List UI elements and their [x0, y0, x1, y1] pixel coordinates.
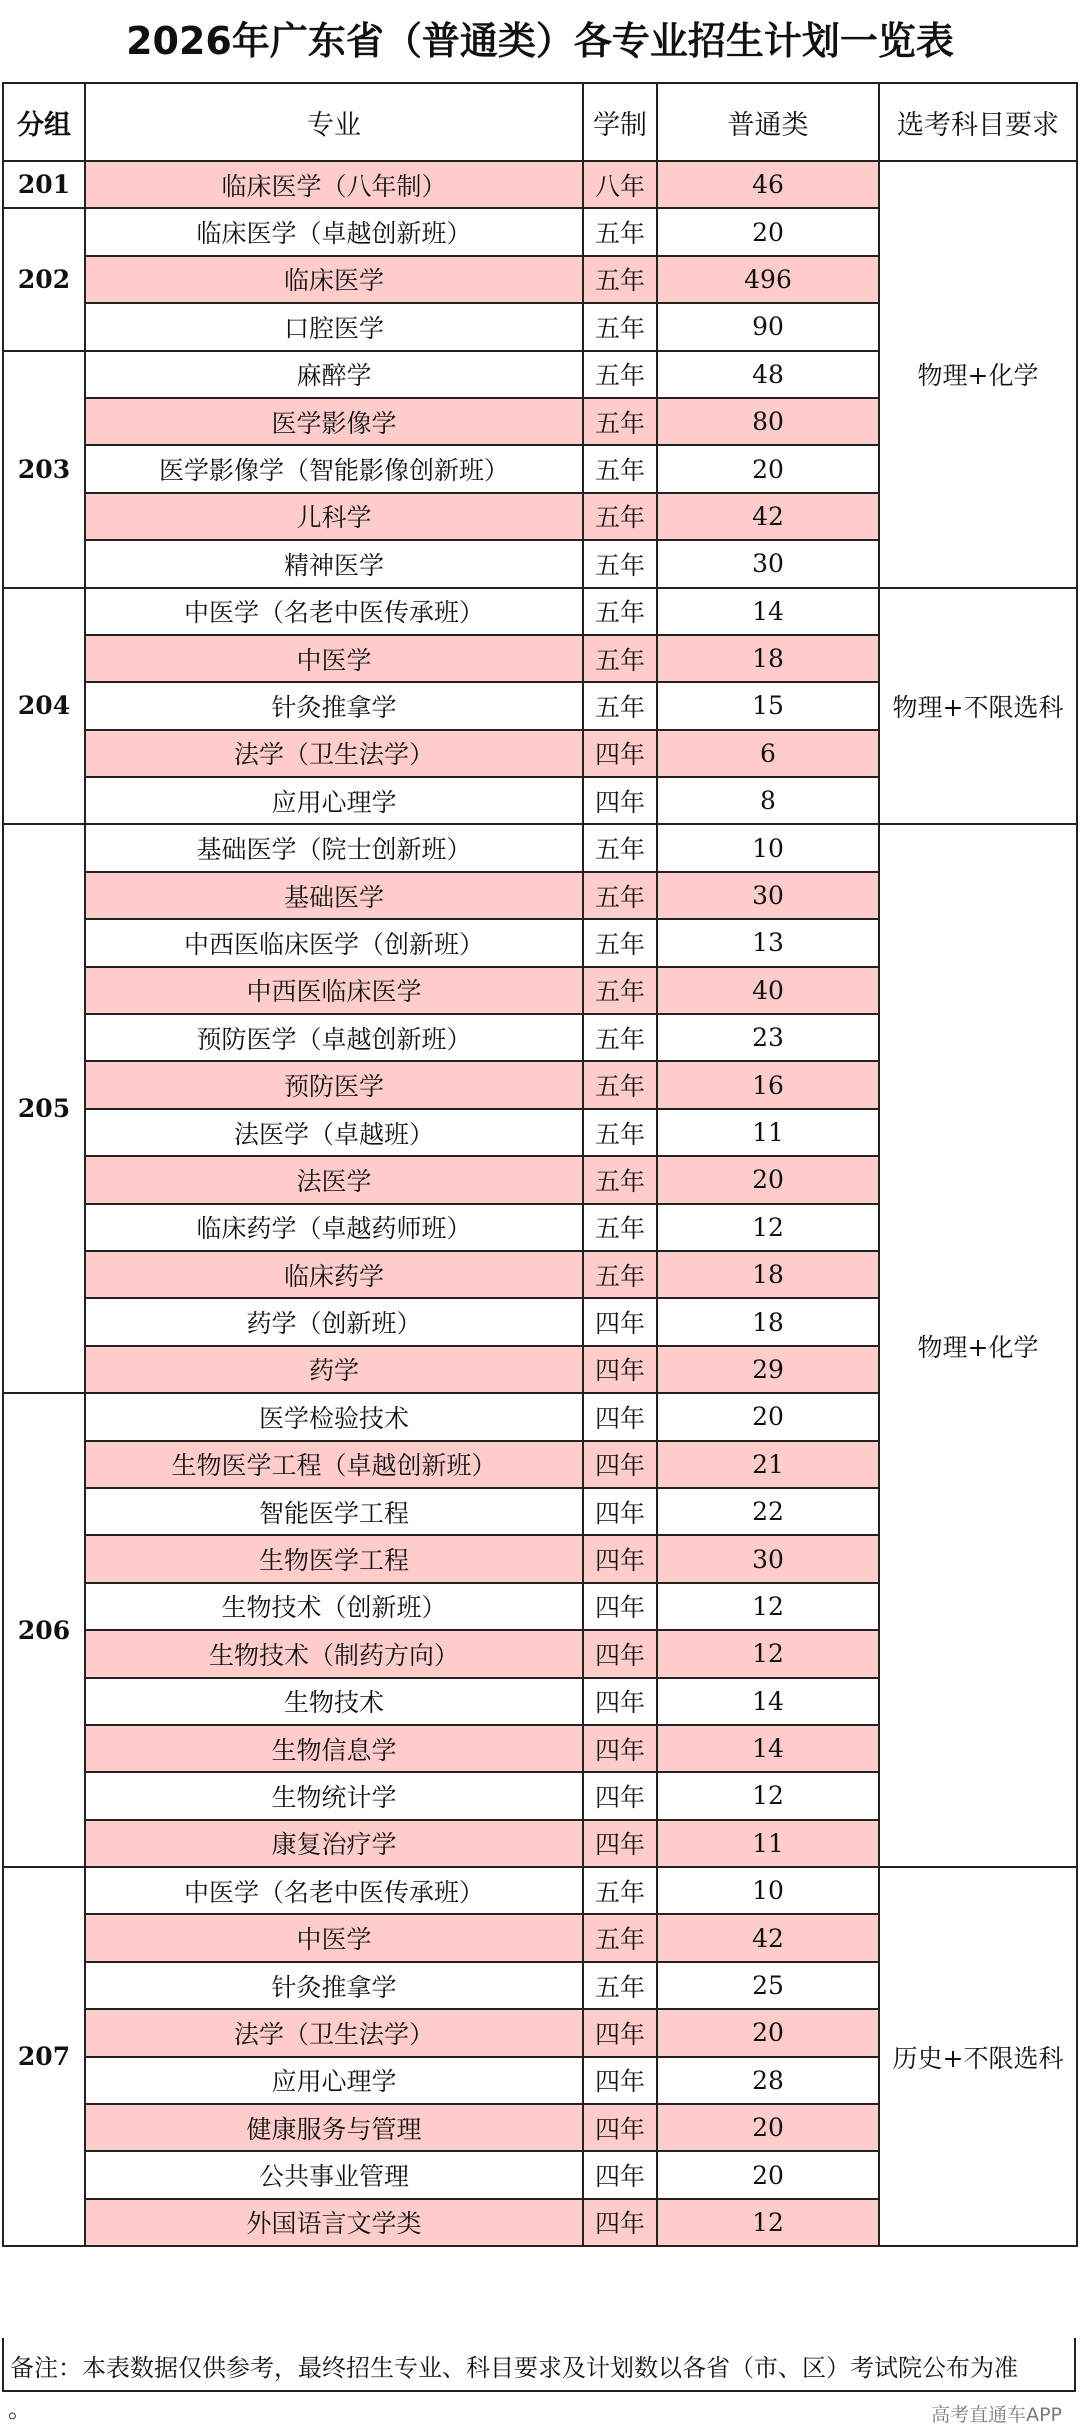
major-cell: 应用心理学: [85, 2057, 583, 2104]
count-cell: 13: [657, 919, 879, 966]
length-cell: 五年: [583, 872, 657, 919]
length-cell: 四年: [583, 2009, 657, 2056]
length-cell: 四年: [583, 1488, 657, 1535]
length-cell: 四年: [583, 1820, 657, 1867]
major-cell: 针灸推拿学: [85, 1962, 583, 2009]
major-cell: 医学影像学（智能影像创新班）: [85, 445, 583, 492]
length-cell: 五年: [583, 588, 657, 635]
count-cell: 90: [657, 303, 879, 350]
length-cell: 四年: [583, 2151, 657, 2198]
count-cell: 12: [657, 1772, 879, 1819]
count-cell: 22: [657, 1488, 879, 1535]
major-cell: 生物统计学: [85, 1772, 583, 1819]
count-cell: 11: [657, 1820, 879, 1867]
major-cell: 法医学（卓越班）: [85, 1109, 583, 1156]
count-cell: 10: [657, 824, 879, 871]
major-cell: 中医学: [85, 635, 583, 682]
header-requirement: 选考科目要求: [879, 83, 1077, 161]
group-cell: 205: [3, 824, 85, 1393]
table-body: [3, 161, 1077, 2246]
length-cell: 五年: [583, 351, 657, 398]
header-major: 专业: [85, 83, 583, 161]
major-cell: 精神医学: [85, 540, 583, 587]
major-cell: 应用心理学: [85, 777, 583, 824]
major-cell: 康复治疗学: [85, 1820, 583, 1867]
length-cell: 五年: [583, 682, 657, 729]
header-group: 分组: [3, 83, 85, 161]
major-cell: 健康服务与管理: [85, 2104, 583, 2151]
length-cell: 四年: [583, 1441, 657, 1488]
major-cell: 生物信息学: [85, 1725, 583, 1772]
count-cell: 42: [657, 1914, 879, 1961]
major-cell: 临床药学: [85, 1251, 583, 1298]
length-cell: 四年: [583, 1630, 657, 1677]
major-cell: 预防医学: [85, 1061, 583, 1108]
major-cell: 儿科学: [85, 493, 583, 540]
length-cell: 八年: [583, 161, 657, 208]
major-cell: 药学: [85, 1346, 583, 1393]
major-cell: 针灸推拿学: [85, 682, 583, 729]
length-cell: 四年: [583, 1678, 657, 1725]
major-cell: 临床药学（卓越药师班）: [85, 1204, 583, 1251]
length-cell: 五年: [583, 256, 657, 303]
major-cell: 基础医学（院士创新班）: [85, 824, 583, 871]
count-cell: 20: [657, 2009, 879, 2056]
major-cell: 公共事业管理: [85, 2151, 583, 2198]
requirement-cell: 物理+化学: [879, 824, 1077, 1867]
major-cell: 中西医临床医学: [85, 967, 583, 1014]
major-cell: 药学（创新班）: [85, 1298, 583, 1345]
count-cell: 6: [657, 730, 879, 777]
count-cell: 29: [657, 1346, 879, 1393]
length-cell: 五年: [583, 540, 657, 587]
length-cell: 五年: [583, 493, 657, 540]
length-cell: 五年: [583, 824, 657, 871]
length-cell: 五年: [583, 208, 657, 255]
length-cell: 五年: [583, 1867, 657, 1914]
length-cell: 四年: [583, 1346, 657, 1393]
header-count: 普通类: [657, 83, 879, 161]
count-cell: 18: [657, 635, 879, 682]
major-cell: 生物技术: [85, 1678, 583, 1725]
major-cell: 生物医学工程: [85, 1535, 583, 1582]
count-cell: 30: [657, 1535, 879, 1582]
count-cell: 12: [657, 1630, 879, 1677]
count-cell: 14: [657, 1725, 879, 1772]
length-cell: 五年: [583, 1914, 657, 1961]
count-cell: 18: [657, 1251, 879, 1298]
length-cell: 四年: [583, 730, 657, 777]
table-row: [3, 161, 1077, 208]
major-cell: 预防医学（卓越创新班）: [85, 1014, 583, 1061]
length-cell: 四年: [583, 2104, 657, 2151]
length-cell: 五年: [583, 303, 657, 350]
major-cell: 法医学: [85, 1156, 583, 1203]
length-cell: 五年: [583, 1204, 657, 1251]
length-cell: 五年: [583, 1156, 657, 1203]
length-cell: 五年: [583, 635, 657, 682]
count-cell: 40: [657, 967, 879, 1014]
major-cell: 临床医学: [85, 256, 583, 303]
requirement-cell: 物理+不限选科: [879, 588, 1077, 825]
footnote: 备注：本表数据仅供参考，最终招生专业、科目要求及计划数以各省（市、区）考试院公布为准: [2, 2338, 1076, 2392]
count-cell: 28: [657, 2057, 879, 2104]
count-cell: 12: [657, 1204, 879, 1251]
major-cell: 中医学: [85, 1914, 583, 1961]
requirement-cell: 物理+化学: [879, 161, 1077, 588]
page-title: 2026年广东省（普通类）各专业招生计划一览表: [126, 19, 954, 63]
group-cell: 204: [3, 588, 85, 825]
count-cell: 20: [657, 1393, 879, 1440]
major-cell: 外国语言文学类: [85, 2199, 583, 2246]
count-cell: 15: [657, 682, 879, 729]
major-cell: 医学影像学: [85, 398, 583, 445]
length-cell: 五年: [583, 1014, 657, 1061]
major-cell: 生物技术（创新班）: [85, 1583, 583, 1630]
major-cell: 生物技术（制药方向）: [85, 1630, 583, 1677]
count-cell: 12: [657, 2199, 879, 2246]
count-cell: 18: [657, 1298, 879, 1345]
count-cell: 46: [657, 161, 879, 208]
count-cell: 42: [657, 493, 879, 540]
group-cell: 207: [3, 1867, 85, 2246]
table-header-row: [3, 83, 1077, 161]
table-row: [3, 824, 1077, 871]
count-cell: 48: [657, 351, 879, 398]
group-cell: 202: [3, 208, 85, 350]
length-cell: 四年: [583, 1583, 657, 1630]
count-cell: 25: [657, 1962, 879, 2009]
count-cell: 20: [657, 445, 879, 492]
length-cell: 五年: [583, 919, 657, 966]
table-row: [3, 1867, 1077, 1914]
count-cell: 30: [657, 540, 879, 587]
count-cell: 80: [657, 398, 879, 445]
count-cell: 30: [657, 872, 879, 919]
length-cell: 四年: [583, 1535, 657, 1582]
count-cell: 23: [657, 1014, 879, 1061]
count-cell: 12: [657, 1583, 879, 1630]
length-cell: 五年: [583, 398, 657, 445]
length-cell: 四年: [583, 1772, 657, 1819]
length-cell: 四年: [583, 1298, 657, 1345]
count-cell: 14: [657, 1678, 879, 1725]
count-cell: 16: [657, 1061, 879, 1108]
count-cell: 20: [657, 2151, 879, 2198]
group-cell: 206: [3, 1393, 85, 1867]
major-cell: 临床医学（八年制）: [85, 161, 583, 208]
major-cell: 法学（卫生法学）: [85, 2009, 583, 2056]
footnote-tail: 。: [8, 2395, 32, 2423]
group-cell: 201: [3, 161, 85, 208]
length-cell: 四年: [583, 777, 657, 824]
count-cell: 496: [657, 256, 879, 303]
header-length: 学制: [583, 83, 657, 161]
count-cell: 21: [657, 1441, 879, 1488]
major-cell: 中医学（名老中医传承班）: [85, 588, 583, 635]
count-cell: 14: [657, 588, 879, 635]
count-cell: 10: [657, 1867, 879, 1914]
major-cell: 中医学（名老中医传承班）: [85, 1867, 583, 1914]
count-cell: 8: [657, 777, 879, 824]
major-cell: 生物医学工程（卓越创新班）: [85, 1441, 583, 1488]
length-cell: 四年: [583, 2199, 657, 2246]
count-cell: 20: [657, 2104, 879, 2151]
major-cell: 医学检验技术: [85, 1393, 583, 1440]
watermark: 高考直通车APP: [931, 2404, 1062, 2426]
length-cell: 五年: [583, 1109, 657, 1156]
length-cell: 四年: [583, 1393, 657, 1440]
length-cell: 五年: [583, 1962, 657, 2009]
major-cell: 法学（卫生法学）: [85, 730, 583, 777]
group-cell: 203: [3, 351, 85, 588]
length-cell: 四年: [583, 2057, 657, 2104]
major-cell: 临床医学（卓越创新班）: [85, 208, 583, 255]
count-cell: 20: [657, 1156, 879, 1203]
major-cell: 基础医学: [85, 872, 583, 919]
table-row: [3, 588, 1077, 635]
length-cell: 五年: [583, 445, 657, 492]
length-cell: 五年: [583, 967, 657, 1014]
length-cell: 五年: [583, 1061, 657, 1108]
major-cell: 中西医临床医学（创新班）: [85, 919, 583, 966]
length-cell: 五年: [583, 1251, 657, 1298]
major-cell: 麻醉学: [85, 351, 583, 398]
length-cell: 四年: [583, 1725, 657, 1772]
major-cell: 口腔医学: [85, 303, 583, 350]
count-cell: 20: [657, 208, 879, 255]
count-cell: 11: [657, 1109, 879, 1156]
major-cell: 智能医学工程: [85, 1488, 583, 1535]
enrollment-plan-table: [2, 82, 1078, 2247]
requirement-cell: 历史+不限选科: [879, 1867, 1077, 2246]
